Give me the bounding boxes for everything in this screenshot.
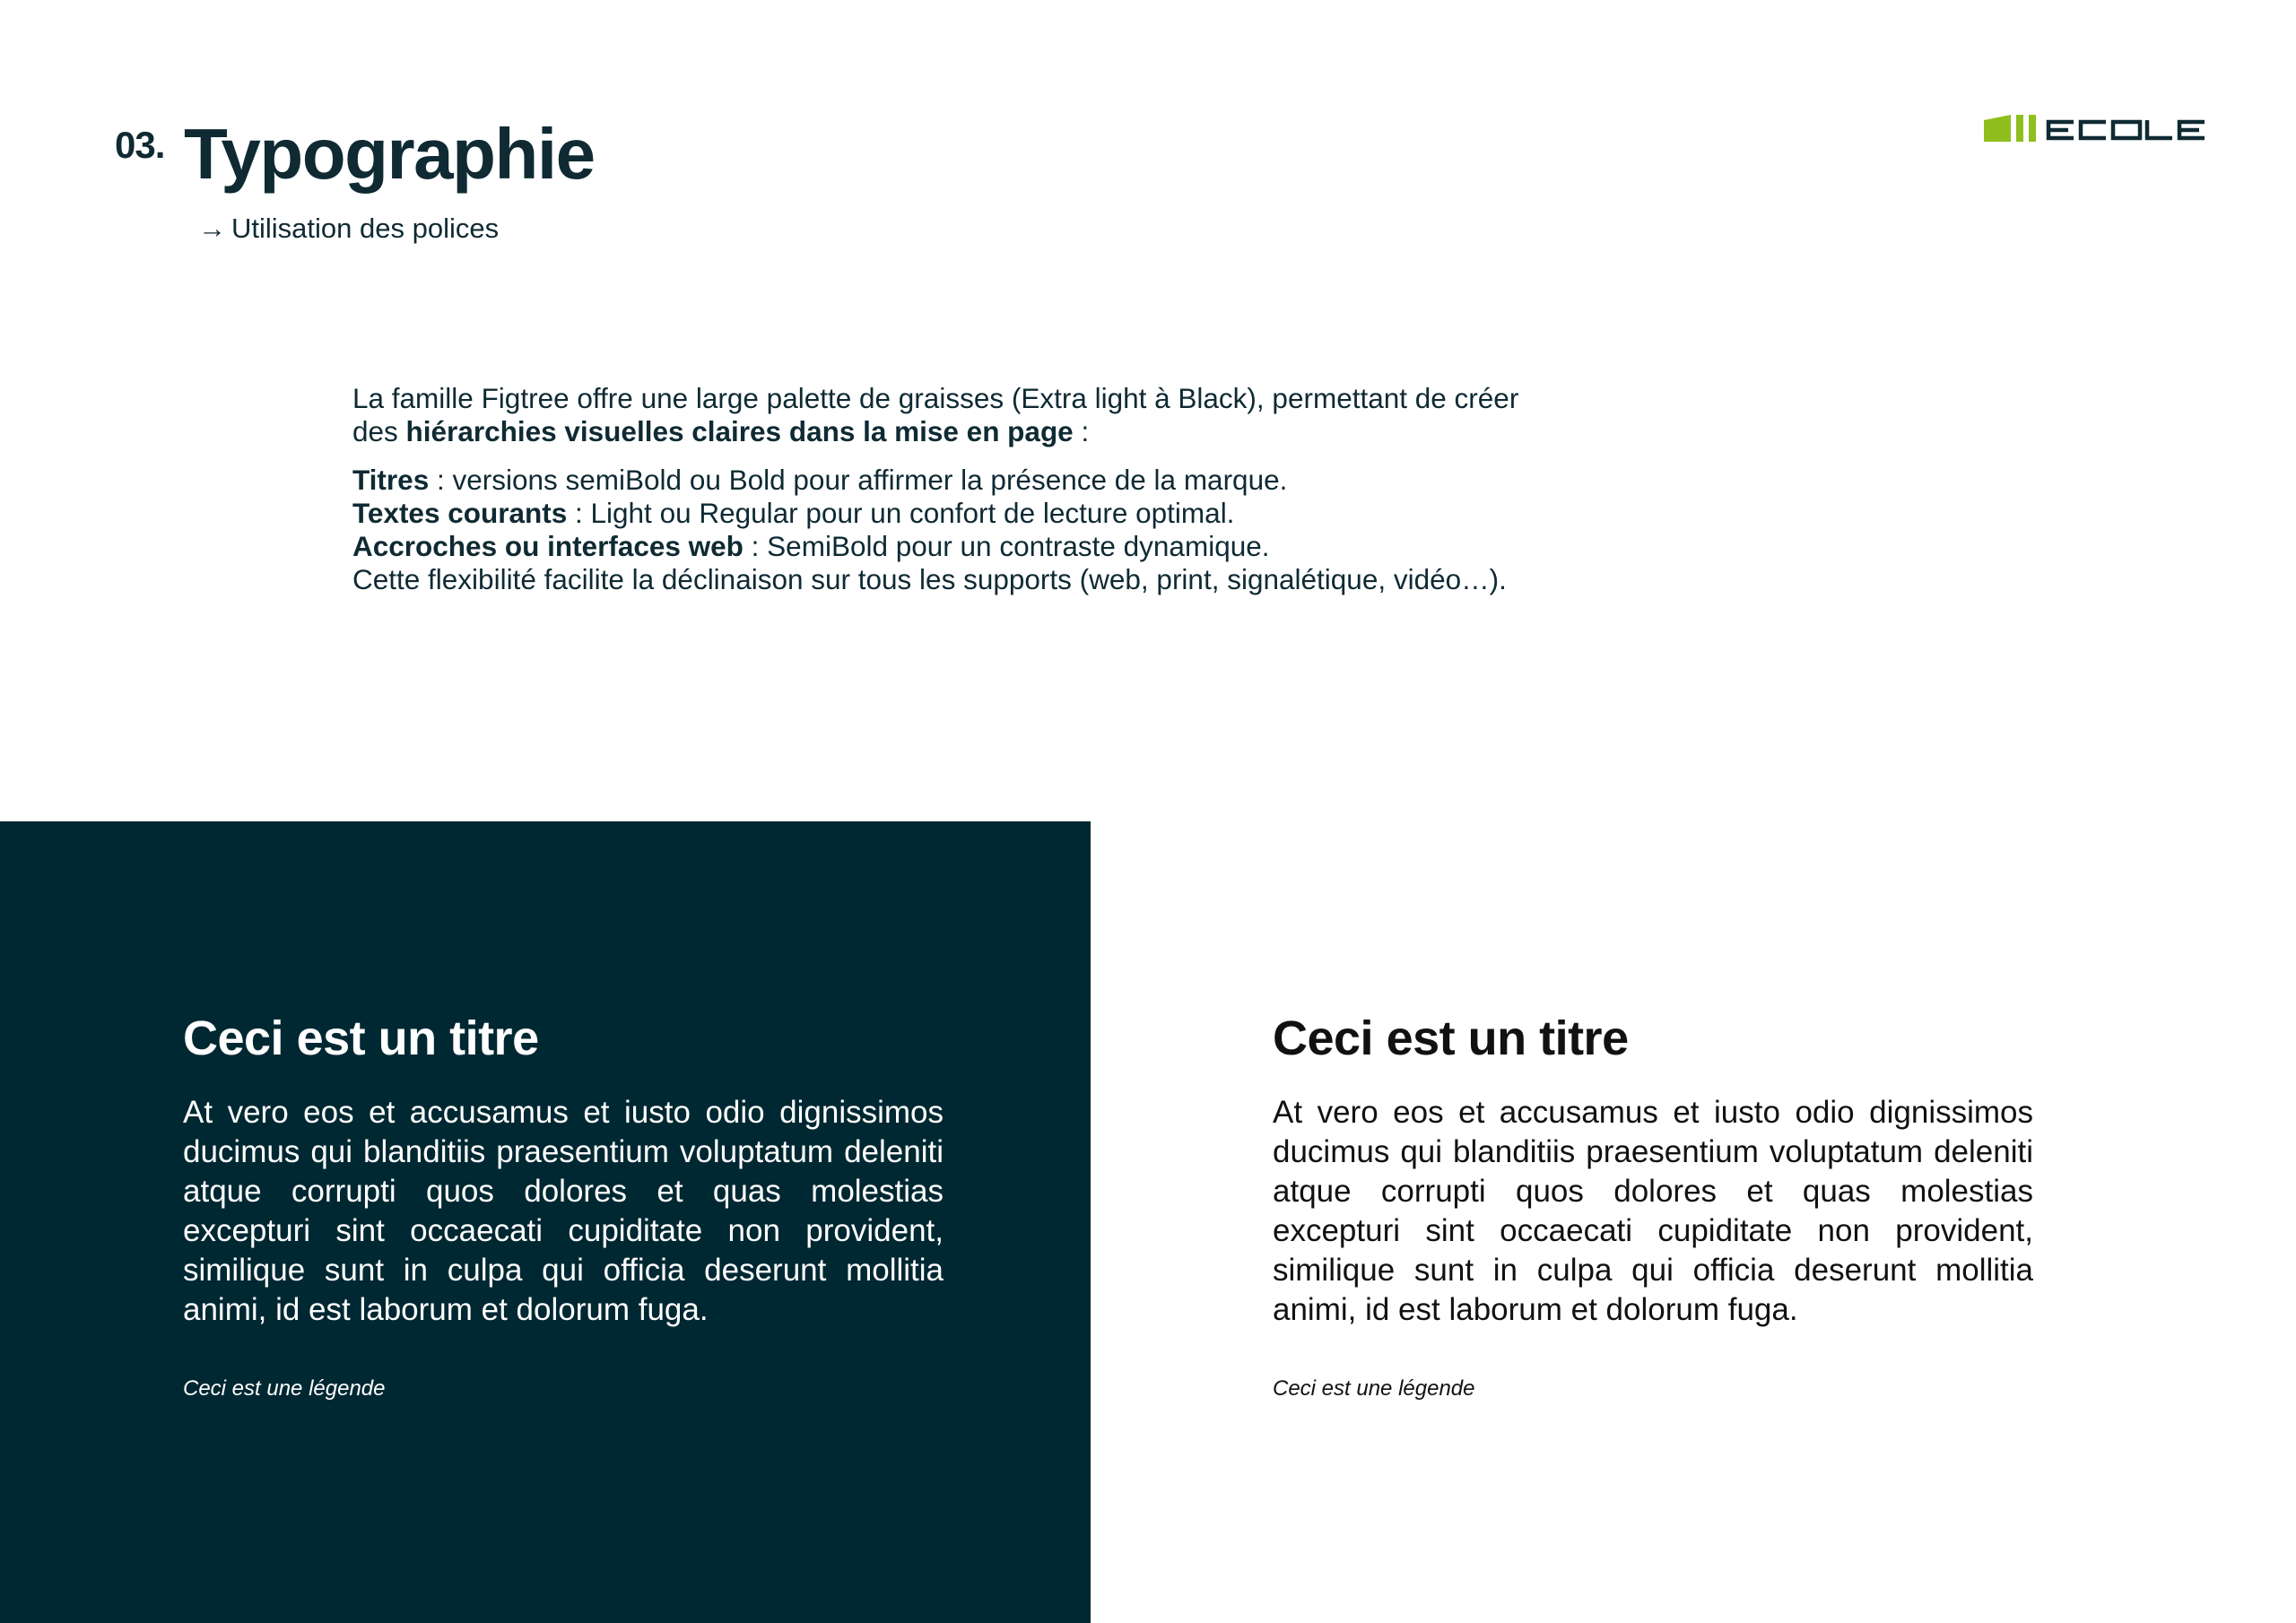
specimen-caption: Ceci est une légende [183, 1376, 386, 1401]
usage-term: Textes courants [352, 497, 568, 529]
dark-specimen [183, 1010, 944, 1402]
logo-letter-l [2147, 120, 2172, 138]
intro-paragraph [352, 382, 1644, 448]
intro-closing: Cette flexibilité facilite la déclinaison sur tous les supports (web, print, signalétique, vidéo…). [352, 563, 1507, 595]
section-number: 03. [115, 124, 165, 166]
usage-item-web [352, 530, 1644, 563]
page-subtitle [198, 213, 499, 245]
logo-letter-o [2113, 122, 2140, 138]
dark-specimen-panel [0, 821, 1091, 1623]
logo-accent-bar-1 [2016, 115, 2023, 142]
light-specimen [1273, 1010, 2033, 1402]
usage-text: : versions semiBold ou Bold pour affirmer la présence de la marque. [429, 464, 1288, 496]
page-title: Typographie [184, 114, 595, 194]
specimen-body: At vero eos et accusamus et iusto odio dignissimos ducimus qui blanditiis praesentium voluptatum deleniti atque corrupti quos dolores et quas molestias excepturi sint occaecati cupiditate non provident, similique sunt in culpa qui officia deserunt mollitia animi, id est laborum et dolorum fuga. [183, 1094, 944, 1327]
intro-line-2-suffix: : [1073, 415, 1090, 447]
ecole-logo [1984, 115, 2206, 147]
intro-text [352, 382, 1644, 596]
usage-item-titles [352, 464, 1644, 497]
intro-line-2 [352, 415, 1644, 448]
usage-text: : SemiBold pour un contraste dynamique. [743, 530, 1270, 562]
logo-letter-c [2081, 122, 2106, 138]
logo-accent-mark [1984, 115, 2011, 142]
logo-accent-bar-2 [2029, 115, 2036, 142]
specimen-title: Ceci est un titre [183, 1011, 539, 1065]
intro-highlight: hiérarchies visuelles claires dans la mise en page [405, 415, 1074, 447]
logo-letter-e2 [2179, 122, 2205, 138]
intro-line-2-prefix: des [352, 415, 406, 447]
light-specimen-panel [1091, 821, 2296, 1623]
specimen-body: At vero eos et accusamus et iusto odio dignissimos ducimus qui blanditiis praesentium voluptatum deleniti atque corrupti quos dolores et quas molestias excepturi sint occaecati cupiditate non provident, similique sunt in culpa qui officia deserunt mollitia animi, id est laborum et dolorum fuga. [1273, 1094, 2033, 1327]
usage-term: Accroches ou interfaces web [352, 530, 744, 562]
usage-term: Titres [352, 464, 430, 496]
logo-letter-e1 [2048, 122, 2074, 138]
usage-item-body-text [352, 497, 1644, 530]
intro-line-1: La famille Figtree offre une large palette de graisses (Extra light à Black), permettant de créer [352, 382, 1519, 414]
specimen-caption: Ceci est une légende [1273, 1376, 1475, 1401]
arrow-right-icon: → [198, 213, 226, 244]
usage-list [352, 464, 1644, 596]
page-subtitle-text: Utilisation des polices [231, 213, 500, 244]
specimen-title: Ceci est un titre [1273, 1011, 1629, 1065]
usage-text: : Light ou Regular pour un confort de lecture optimal. [567, 497, 1235, 529]
